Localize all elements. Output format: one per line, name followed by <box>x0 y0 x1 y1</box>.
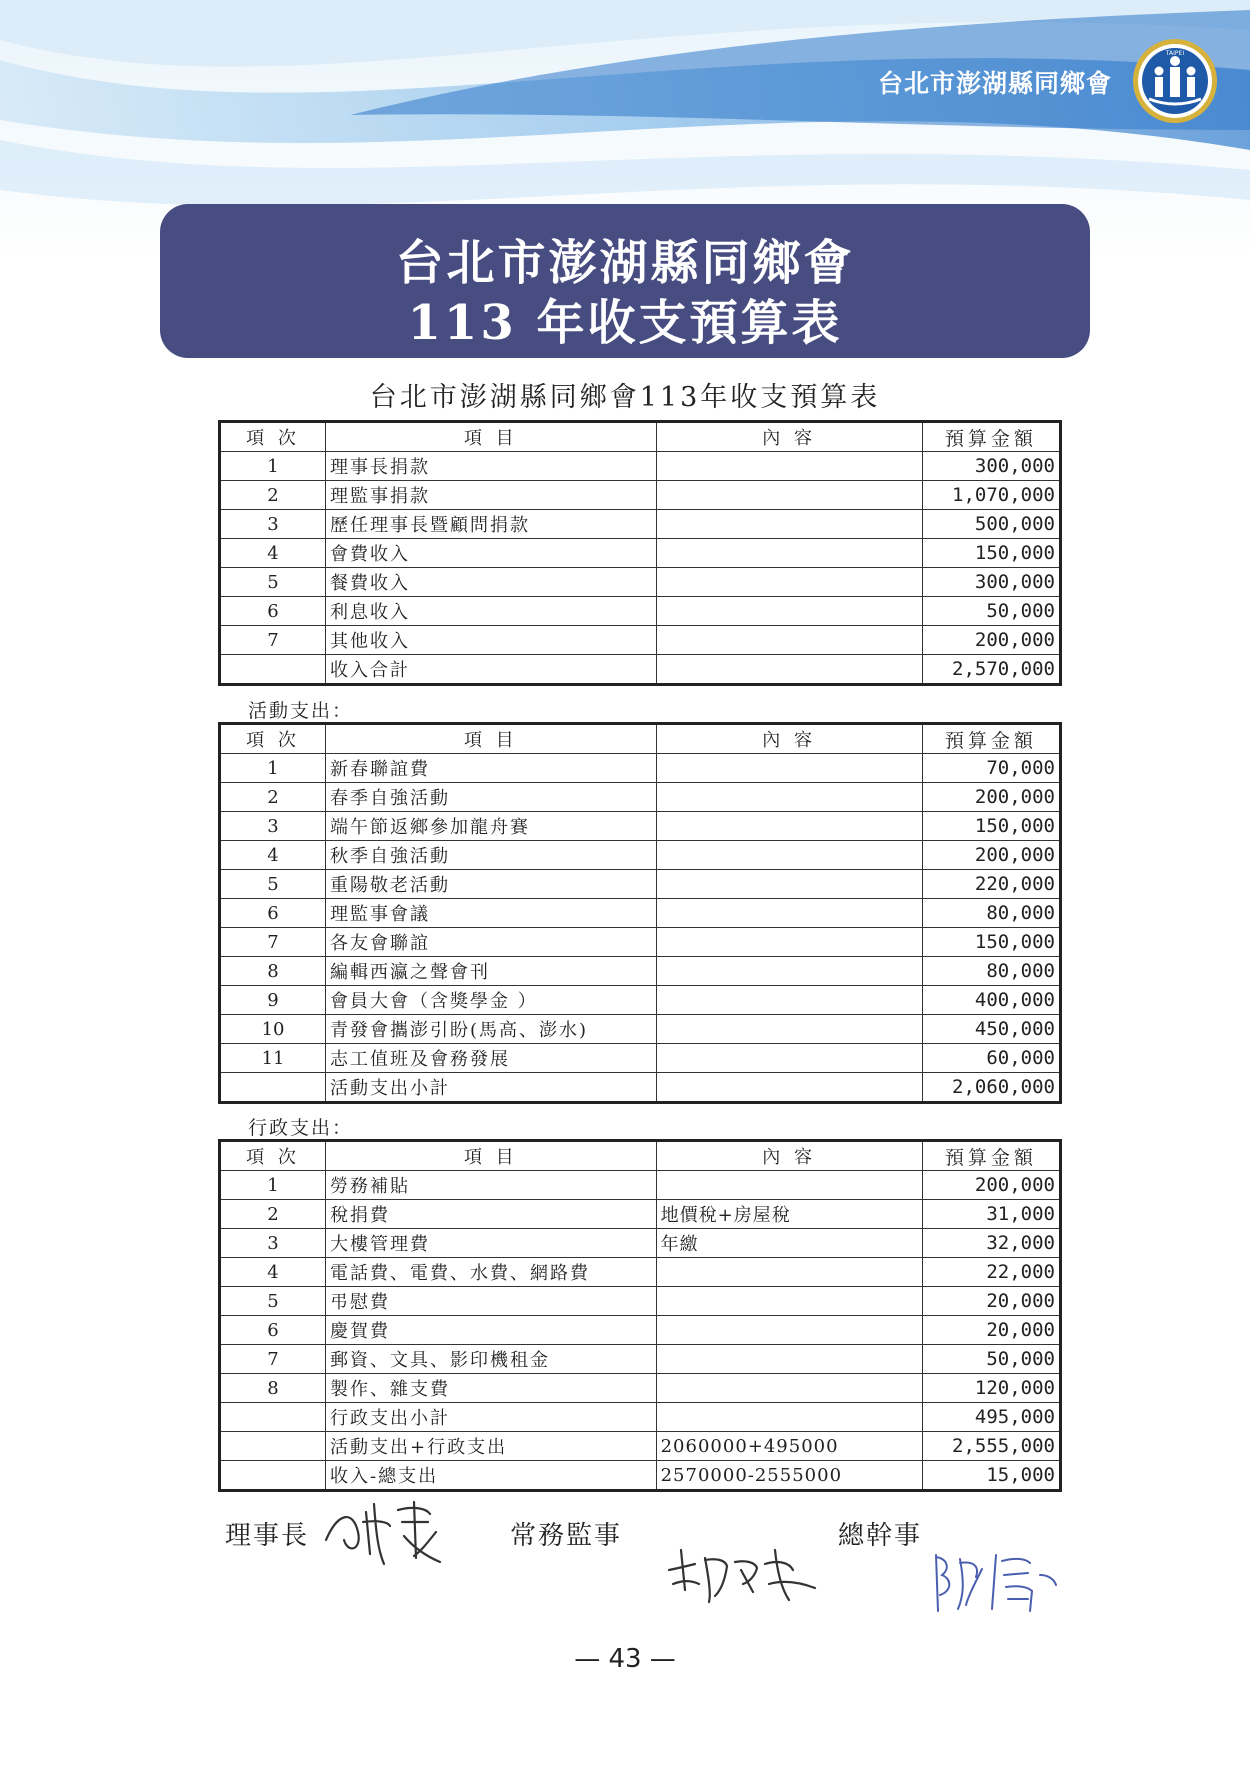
column-header-item: 項 目 <box>326 1141 657 1171</box>
cell-amount: 22,000 <box>922 1258 1060 1287</box>
cell-no: 1 <box>220 754 326 783</box>
table-row <box>220 841 1061 870</box>
table-row <box>220 957 1061 986</box>
cell-no: 6 <box>220 1316 326 1345</box>
table-row <box>220 597 1061 626</box>
chairman-signature-icon <box>318 1492 468 1572</box>
table-row <box>220 1461 1061 1491</box>
cell-amount: 20,000 <box>922 1316 1060 1345</box>
cell-no: 1 <box>220 452 326 481</box>
cell-content <box>656 568 922 597</box>
table-row <box>220 1200 1061 1229</box>
secretary-label: 總幹事 <box>838 1521 923 1551</box>
cell-content: 2060000+495000 <box>656 1432 922 1461</box>
column-header-no: 項 次 <box>220 724 326 754</box>
column-header-no: 項 次 <box>220 422 326 452</box>
cell-amount: 300,000 <box>922 568 1060 597</box>
table-row <box>220 986 1061 1015</box>
cell-no: 10 <box>220 1015 326 1044</box>
cell-no: 1 <box>220 1171 326 1200</box>
table-row <box>220 1171 1061 1200</box>
cell-item: 重陽敬老活動 <box>326 870 657 899</box>
cell-content <box>656 754 922 783</box>
cell-amount: 150,000 <box>922 928 1060 957</box>
cell-no: 9 <box>220 986 326 1015</box>
association-logo-icon <box>1131 37 1219 125</box>
cell-content <box>656 1374 922 1403</box>
cell-amount: 50,000 <box>922 597 1060 626</box>
cell-content <box>656 1287 922 1316</box>
supervisor-label: 常務監事 <box>510 1521 623 1551</box>
cell-item: 活動支出小計 <box>326 1073 657 1103</box>
cell-content: 年繳 <box>656 1229 922 1258</box>
table-row <box>220 1015 1061 1044</box>
cell-no: 6 <box>220 597 326 626</box>
cell-no <box>220 1461 326 1491</box>
cell-content <box>656 899 922 928</box>
column-header-content: 內 容 <box>656 422 922 452</box>
cell-content <box>656 539 922 568</box>
document-title: 台北市澎湖縣同鄉會113年收支預算表 <box>369 382 881 413</box>
table-header-row <box>220 1141 1061 1171</box>
cell-item: 會費收入 <box>326 539 657 568</box>
cell-no: 5 <box>220 870 326 899</box>
column-header-item: 項 目 <box>326 724 657 754</box>
cell-amount: 70,000 <box>922 754 1060 783</box>
cell-amount: 200,000 <box>922 841 1060 870</box>
svg-text:TAIPEI: TAIPEI <box>1165 50 1185 57</box>
cell-content <box>656 812 922 841</box>
cell-amount: 120,000 <box>922 1374 1060 1403</box>
cell-no: 11 <box>220 1044 326 1073</box>
cell-content <box>656 1316 922 1345</box>
table-header-row <box>220 724 1061 754</box>
cell-content <box>656 597 922 626</box>
cell-no <box>220 1073 326 1103</box>
cell-no: 6 <box>220 899 326 928</box>
table-row <box>220 1044 1061 1073</box>
cell-content <box>656 1044 922 1073</box>
cell-content <box>656 986 922 1015</box>
activity-expense-table <box>218 722 1062 1104</box>
table-row <box>220 1316 1061 1345</box>
cell-item: 郵資、文具、影印機租金 <box>326 1345 657 1374</box>
cell-content <box>656 783 922 812</box>
cell-item: 收入合計 <box>326 655 657 685</box>
table-row <box>220 481 1061 510</box>
table-row <box>220 899 1061 928</box>
table-row <box>220 1345 1061 1374</box>
table-row <box>220 655 1061 685</box>
cell-amount: 200,000 <box>922 1171 1060 1200</box>
cell-amount: 31,000 <box>922 1200 1060 1229</box>
cell-content <box>656 1073 922 1103</box>
cell-item: 慶賀費 <box>326 1316 657 1345</box>
cell-no: 5 <box>220 568 326 597</box>
column-header-no: 項 次 <box>220 1141 326 1171</box>
cell-content <box>656 870 922 899</box>
cell-amount: 2,555,000 <box>922 1432 1060 1461</box>
cell-content <box>656 481 922 510</box>
cell-item: 秋季自強活動 <box>326 841 657 870</box>
cell-no <box>220 655 326 685</box>
cell-amount: 450,000 <box>922 1015 1060 1044</box>
banner-title-line1: 台北市澎湖縣同鄉會 <box>395 235 855 291</box>
cell-content: 2570000-2555000 <box>656 1461 922 1491</box>
cell-amount: 400,000 <box>922 986 1060 1015</box>
cell-item: 青發會攜澎引盼(馬高、澎水) <box>326 1015 657 1044</box>
cell-amount: 1,070,000 <box>922 481 1060 510</box>
cell-content <box>656 1258 922 1287</box>
table-row <box>220 1258 1061 1287</box>
column-header-content: 內 容 <box>656 1141 922 1171</box>
cell-amount: 50,000 <box>922 1345 1060 1374</box>
cell-amount: 220,000 <box>922 870 1060 899</box>
table-row <box>220 539 1061 568</box>
cell-amount: 150,000 <box>922 812 1060 841</box>
cell-amount: 80,000 <box>922 899 1060 928</box>
table-row <box>220 754 1061 783</box>
title-banner <box>160 204 1090 358</box>
cell-item: 活動支出+行政支出 <box>326 1432 657 1461</box>
cell-item: 勞務補貼 <box>326 1171 657 1200</box>
cell-no: 4 <box>220 539 326 568</box>
table-row <box>220 1287 1061 1316</box>
cell-content <box>656 1171 922 1200</box>
cell-no: 5 <box>220 1287 326 1316</box>
cell-amount: 20,000 <box>922 1287 1060 1316</box>
table-row <box>220 568 1061 597</box>
cell-item: 歷任理事長暨顧問捐款 <box>326 510 657 539</box>
cell-no: 3 <box>220 1229 326 1258</box>
table-row <box>220 1229 1061 1258</box>
cell-item: 新春聯誼費 <box>326 754 657 783</box>
admin-section-label: 行政支出： <box>248 1117 354 1139</box>
cell-no: 4 <box>220 841 326 870</box>
cell-amount: 300,000 <box>922 452 1060 481</box>
table-row <box>220 452 1061 481</box>
cell-no: 2 <box>220 481 326 510</box>
cell-no: 2 <box>220 1200 326 1229</box>
table-row <box>220 870 1061 899</box>
cell-amount: 200,000 <box>922 783 1060 812</box>
table-row <box>220 1374 1061 1403</box>
cell-content: 地價稅+房屋稅 <box>656 1200 922 1229</box>
cell-item: 大樓管理費 <box>326 1229 657 1258</box>
cell-content <box>656 1015 922 1044</box>
table-row <box>220 1403 1061 1432</box>
cell-amount: 500,000 <box>922 510 1060 539</box>
column-header-amount: 預算金額 <box>922 1141 1060 1171</box>
cell-item: 利息收入 <box>326 597 657 626</box>
cell-amount: 150,000 <box>922 539 1060 568</box>
cell-amount: 200,000 <box>922 626 1060 655</box>
cell-content <box>656 655 922 685</box>
table-row <box>220 1432 1061 1461</box>
cell-content <box>656 957 922 986</box>
cell-no: 7 <box>220 928 326 957</box>
column-header-amount: 預算金額 <box>922 724 1060 754</box>
cell-no: 2 <box>220 783 326 812</box>
cell-item: 理事長捐款 <box>326 452 657 481</box>
table-row <box>220 928 1061 957</box>
cell-item: 端午節返鄉參加龍舟賽 <box>326 812 657 841</box>
cell-content <box>656 841 922 870</box>
table-row <box>220 626 1061 655</box>
banner-title-line2: 113 年收支預算表 <box>407 295 843 351</box>
cell-amount: 495,000 <box>922 1403 1060 1432</box>
cell-no <box>220 1432 326 1461</box>
header-org-name: 台北市澎湖縣同鄉會 <box>877 69 1112 98</box>
cell-item: 編輯西瀛之聲會刊 <box>326 957 657 986</box>
cell-content <box>656 1403 922 1432</box>
cell-item: 餐費收入 <box>326 568 657 597</box>
page-number: — 43 — <box>574 1644 676 1674</box>
cell-item: 收入-總支出 <box>326 1461 657 1491</box>
cell-item: 理監事會議 <box>326 899 657 928</box>
cell-no: 8 <box>220 957 326 986</box>
table-row <box>220 812 1061 841</box>
cell-item: 春季自強活動 <box>326 783 657 812</box>
cell-content <box>656 510 922 539</box>
cell-item: 志工值班及會務發展 <box>326 1044 657 1073</box>
cell-no: 3 <box>220 510 326 539</box>
cell-item: 行政支出小計 <box>326 1403 657 1432</box>
table-row <box>220 510 1061 539</box>
secretary-signature-icon <box>930 1545 1060 1615</box>
activity-section-label: 活動支出： <box>248 700 354 722</box>
cell-amount: 80,000 <box>922 957 1060 986</box>
cell-item: 其他收入 <box>326 626 657 655</box>
table-row <box>220 783 1061 812</box>
chairman-label: 理事長 <box>225 1521 310 1551</box>
supervisor-signature-icon <box>665 1540 825 1610</box>
cell-item: 電話費、電費、水費、網路費 <box>326 1258 657 1287</box>
admin-expense-table <box>218 1139 1062 1492</box>
cell-content <box>656 452 922 481</box>
cell-content <box>656 928 922 957</box>
column-header-item: 項 目 <box>326 422 657 452</box>
cell-no: 8 <box>220 1374 326 1403</box>
table-row <box>220 1073 1061 1103</box>
cell-no: 3 <box>220 812 326 841</box>
column-header-amount: 預算金額 <box>922 422 1060 452</box>
cell-no: 4 <box>220 1258 326 1287</box>
cell-amount: 2,570,000 <box>922 655 1060 685</box>
cell-no: 7 <box>220 1345 326 1374</box>
cell-item: 弔慰費 <box>326 1287 657 1316</box>
column-header-content: 內 容 <box>656 724 922 754</box>
cell-item: 各友會聯誼 <box>326 928 657 957</box>
cell-content <box>656 1345 922 1374</box>
cell-amount: 32,000 <box>922 1229 1060 1258</box>
cell-amount: 2,060,000 <box>922 1073 1060 1103</box>
cell-no: 7 <box>220 626 326 655</box>
cell-no <box>220 1403 326 1432</box>
cell-item: 會員大會（含獎學金 ） <box>326 986 657 1015</box>
cell-amount: 60,000 <box>922 1044 1060 1073</box>
cell-content <box>656 626 922 655</box>
cell-amount: 15,000 <box>922 1461 1060 1491</box>
cell-item: 理監事捐款 <box>326 481 657 510</box>
income-table <box>218 420 1062 686</box>
cell-item: 製作、雜支費 <box>326 1374 657 1403</box>
table-header-row <box>220 422 1061 452</box>
cell-item: 稅捐費 <box>326 1200 657 1229</box>
